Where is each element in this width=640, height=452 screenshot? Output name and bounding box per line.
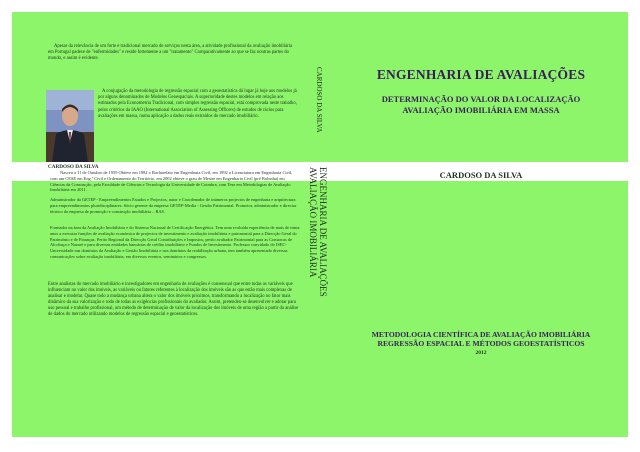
intro-text: Apesar da relevância de um forte e tradicional mercado de serviços nesta área, a atividade profissional da avaliação imobiliária em Portugal padece de "enfermidades" e reside fortemente a um "tratamento" Comparativamente ao que se faz noutras partes do mundo, e assim é evidente.: [48, 44, 293, 62]
book-summary: Entre analistas do mercado imobiliário e investigadores em engenharia de avaliações é consensual que entre todas as variáveis que influenciam no valor dos imóveis, as variáveis ou fatores referentes à localização dos imóveis são as que estão mais complexas de analisar e modelar. Quase todo a mudança urbana altera o valor dos imóveis próximos, transformando a localização no fator mais dinâmico da sua valorização e rodo de todas as exigências profissionais do avaliador. Assim, pretendeu-se desenvolver e adotar para uso pessoal e trabalho profissional, um método de determinação de valor da localização dos imóveis de uma região a partir da análise de dados do mercado utilizando modelos de regressão espacial e geoestatísticos.: [48, 282, 299, 318]
book-subtitle: [334, 94, 628, 115]
spine-title-line-2: AVALIAÇÃO IMOBILIÁRIA: [308, 167, 318, 278]
author-name: CARDOSO DA SILVA: [48, 164, 99, 170]
photo-caption: A conjugação da metodologia de regressão espacial com a geoestatística dá lugar já hoje aos modelos já por alguns denominados de Modelos Geoespaciais. A superioridade destes modelos em relação aos estimados pela Econometria Tradicional, com simples regressão espacial, está comprovada neste trabalho, pelos critérios da IAAO (International Association of Assessing Officers) de estudos de rácios para avaliações em massa, numa aplicação a dados reais extraídos do mercado imobiliário.: [98, 89, 297, 119]
author-bio-3: Formador na área da Avaliação Imobiliária e do Sistema Nacional de Certificação Energética. Tem uma evoluída experiência de mais de trinta anos a executar funções de avaliação económica de projectos de investimento e avaliação imobiliária e patrimonial para a Direcção Geral do Património e de Finanças. Perito Regional da Direcção Geral Contribuições e Impostos, perito avaliador Patrimonial para as Comarcas de Alcobaça e Nazaré e para diversas entidades bancárias de crédito imobiliário e Fundos de Investimento. Professor convidado do ISEC-Universidade nas domínios da Avaliação e Gestão Imobiliária e nos domínios da reabilitação urbana, tem também apresentado diversas comunicações sobre avaliação imobiliária, em diversos eventos, seminários e congressos.: [50, 225, 300, 259]
author-photo: [46, 90, 94, 162]
author-portrait-image: [46, 90, 94, 162]
subtitle-line-1: DETERMINAÇÃO DO VALOR DA LOCALIZAÇÃO: [381, 94, 581, 104]
book-spine: [308, 12, 334, 437]
front-author: CARDOSO DA SILVA: [439, 170, 523, 180]
book-cover: [12, 12, 628, 437]
back-cover: [12, 12, 308, 437]
author-bio-1: Nasceu a 11 de Outubro de 1959 Obteve em 1982 o Bacharelato em Engenharia Civil, em 1992 a Licenciatura em Engenharia Civil, com um CESE em Eng.ª Civil e Ordenamento do Território, em 2002 obteve o grau de Mestre em Engenharia Civil (pré Bolonha) em Ciências da Construção, pela Faculdade de Ciências e Tecnologia da Universidade de Coimbra, com Tese em Metodologias de Avaliação Imobiliária em 2011.: [50, 170, 293, 193]
spine-author: CARDOSO DA SILVA: [315, 67, 323, 133]
spine-title: [308, 167, 328, 297]
method-caption: [334, 330, 628, 348]
book-title: ENGENHARIA DE AVALIAÇÕES: [376, 67, 586, 82]
publication-year: 2012: [475, 350, 487, 356]
method-line-2: REGRESSÃO ESPACIAL E MÉTODOS GEOESTATÍSTICOS: [377, 339, 585, 348]
method-line-1: METODOLOGIA CIENTÍFICA DE AVALIAÇÃO IMOBILIÁRIA: [371, 330, 591, 339]
spine-title-line-1: ENGENHARIA DE AVALIAÇÕES: [318, 167, 328, 297]
author-bio-2: Administrador da GETEP - Empreendimentos Estudos e Projectos, autor e Coordenador de inúmeros projectos de engenharia e arquitectura para empreendimentos pluridisciplinares. Sócio gerente da empresa GETEP-Media - Gestão Patrimonial. Promotor, administrador e director técnico da empresa de promoção e construção imobiliária – RAS.: [50, 197, 297, 214]
subtitle-line-2: AVALIAÇÃO IMOBILIÁRIA EM MASSA: [402, 104, 560, 115]
front-cover: [334, 12, 628, 437]
